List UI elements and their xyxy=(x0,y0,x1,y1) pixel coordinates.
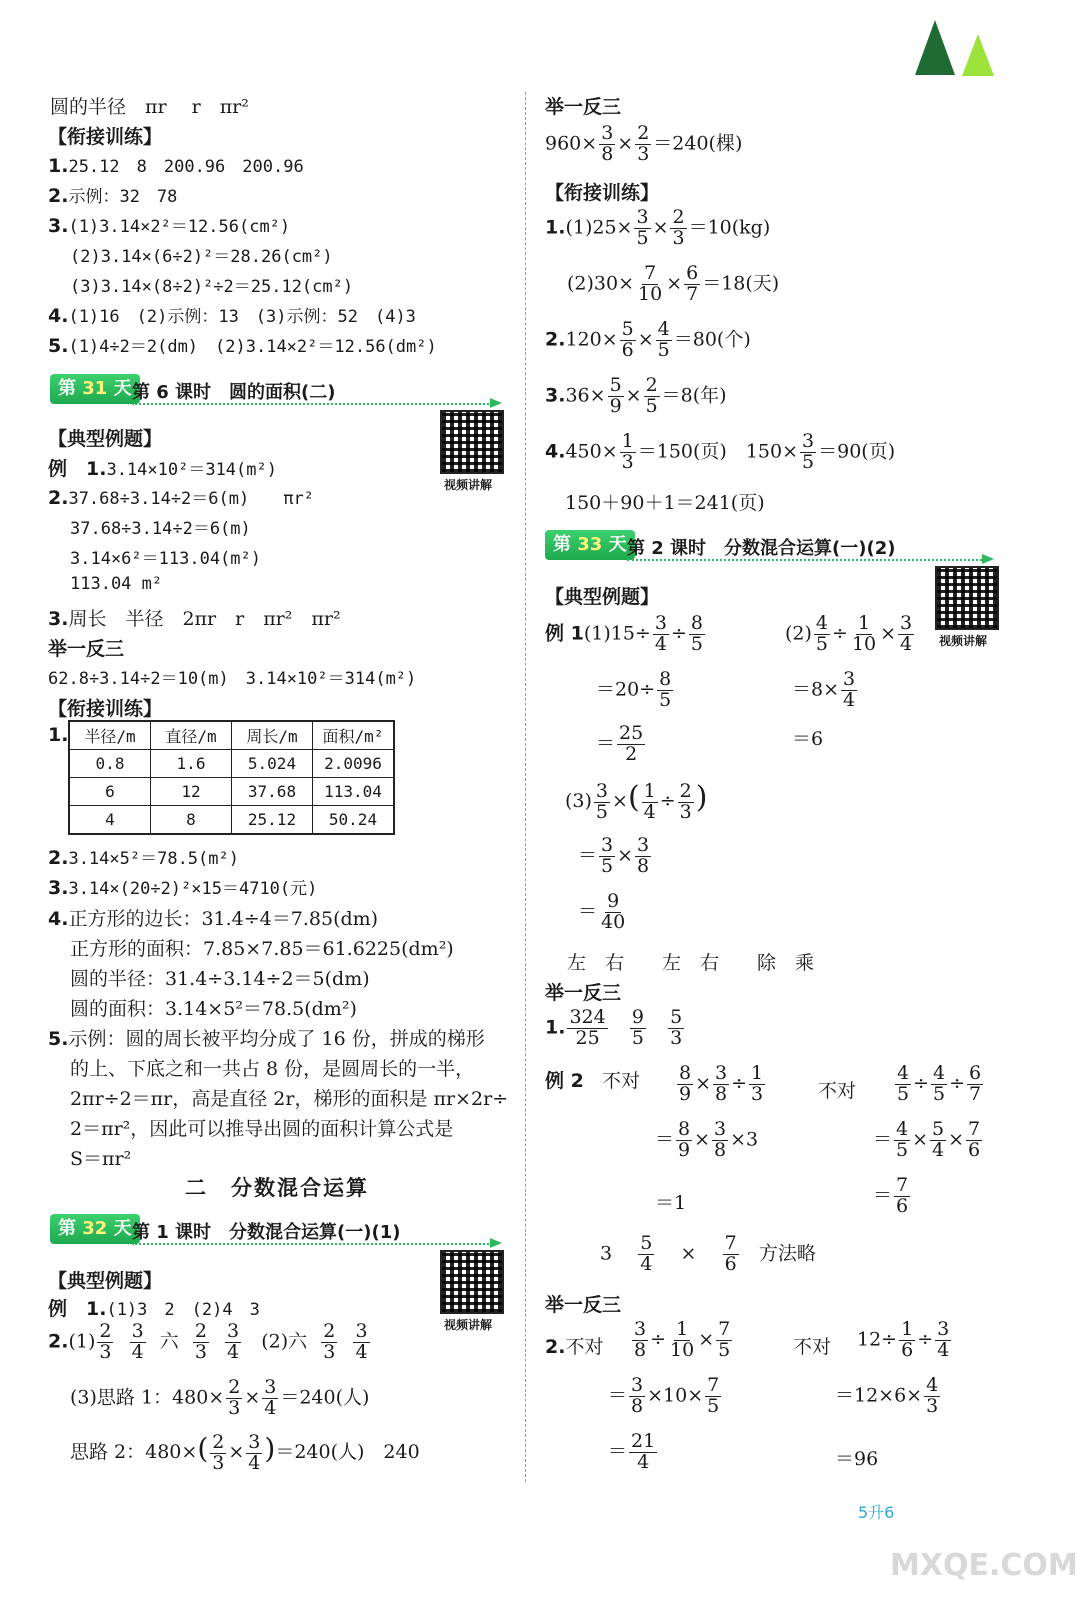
practice-4-d: 圆的面积：3.14×5²＝78.5(dm²) xyxy=(70,998,357,1020)
table-cell: 4 xyxy=(69,806,151,835)
extend-r-2-line: 1. $\frac{324}{25}$ $\frac{9}{5}$ $\frac{5}{3}$ xyxy=(545,1006,683,1049)
extend-r-line: 960× $\frac{3}{8}$ × $\frac{2}{3}$ ＝240(棵) xyxy=(545,122,743,165)
example-2-c: 3.14×6²＝113.04(m²) xyxy=(70,549,261,569)
practice-4-c: 圆的半径：31.4÷3.14÷2＝5(dm) xyxy=(70,968,370,990)
circle-table xyxy=(68,720,395,835)
practice-5-e: S＝πr² xyxy=(70,1148,132,1170)
practice-r-4-b: 150＋90＋1＝241(页) xyxy=(565,492,765,514)
example-r-1-c: ＝ $\frac{25}{2}$ xyxy=(596,722,644,765)
example-2-d: 113.04 m² xyxy=(70,574,163,594)
practice-5-b: 的上、下底之和一共占 8 份，是圆周长的一半， xyxy=(70,1058,475,1080)
example-2: 2.37.68÷3.14÷2＝6(m) πr² xyxy=(48,487,314,509)
practice-5-d: 2＝πr²，因此可以推导出圆的面积计算公式是 xyxy=(70,1118,454,1140)
practice-5: 5.示例：圆的周长被平均分成了 16 份，拼成的梯形 xyxy=(48,1028,485,1050)
example-r-1-3-c: ＝ $\frac{9}{40}$ xyxy=(578,890,626,933)
example-r-2-summary: 3 $\frac{5}{4}$ × $\frac{7}{6}$ 方法略 xyxy=(600,1232,816,1275)
table-row xyxy=(69,806,394,835)
table-header-cell: 面积/m² xyxy=(313,721,395,750)
answer-3-3: (3)3.14×(8÷2)²÷2＝25.12(cm²) xyxy=(70,277,354,297)
qr-code-icon[interactable] xyxy=(935,566,999,630)
practice-5-c: 2πr÷2＝πr，高是直径 2r，梯形的面积是 πr×2r÷ xyxy=(70,1088,509,1110)
tree-dark-icon xyxy=(915,20,955,75)
day-32-lesson-title: 第 1 课时 分数混合运算(一)(1) xyxy=(132,1222,401,1243)
example-32-3: (3)思路 1：480× $\frac{2}{3}$ × $\frac{3}{4}$ ＝240(人) xyxy=(70,1376,370,1419)
example-r-2-b: ＝ $\frac{8}{9}$ × $\frac{3}{8}$ ×3 xyxy=(655,1118,759,1161)
heading-examples: 【典型例题】 xyxy=(48,428,163,450)
table-row xyxy=(69,778,394,806)
example-32-2: 2.(1) $\frac{2}{3}$ $\frac{3}{4}$ 六 $\frac{2}{3}$ $\frac{3}{4}$ (2)六 $\frac{2}{3}$ $\frac{3}{4}$ xyxy=(48,1320,368,1363)
heading-extend-r-2: 举一反三 xyxy=(545,982,622,1004)
table-row xyxy=(69,750,394,778)
qr-code-icon[interactable] xyxy=(440,410,504,474)
heading-extend-r-3: 举一反三 xyxy=(545,1294,622,1316)
example-1: 例 1.3.14×10²＝314(m²) xyxy=(48,458,277,480)
heading-practice-2: 【衔接训练】 xyxy=(48,698,163,720)
table-cell: 12 xyxy=(151,778,232,806)
table-cell: 5.024 xyxy=(232,750,313,778)
example-r-2-f: ＝ $\frac{7}{6}$ xyxy=(873,1174,909,1217)
practice-r-1-2: (2)30× $\frac{7}{10}$ × $\frac{6}{7}$ ＝18(天) xyxy=(567,262,780,305)
heading-examples-r: 【典型例题】 xyxy=(545,586,660,608)
table-cell: 8 xyxy=(151,806,232,835)
qr-code-icon[interactable] xyxy=(440,1250,504,1314)
day-31-underline xyxy=(132,403,492,405)
day-31-arrow-icon xyxy=(490,398,502,408)
answer-3-2: (2)3.14×(6÷2)²＝28.26(cm²) xyxy=(70,247,333,267)
day-32-arrow-icon xyxy=(490,1238,502,1248)
heading-practice-r: 【衔接训练】 xyxy=(545,182,660,204)
day-32-underline xyxy=(132,1243,492,1245)
example-r-1-2-c: ＝6 xyxy=(792,728,824,750)
example-r-2-c: ＝1 xyxy=(655,1192,687,1214)
practice-r-2: 2.120× $\frac{5}{6}$ × $\frac{4}{5}$ ＝80(个) xyxy=(545,318,751,361)
answer-5: 5.(1)4÷2＝2(dm) (2)3.14×2²＝12.56(dm²) xyxy=(48,335,437,357)
example-r-1-2: (2) $\frac{4}{5}$ ÷ $\frac{1}{10}$ × $\frac{3}{4}$ xyxy=(785,612,913,655)
day-33-underline xyxy=(627,559,982,561)
tree-light-icon xyxy=(962,34,994,76)
extend-r-3-not: 不对 xyxy=(793,1336,832,1358)
day-31-badge: 第 31 天 xyxy=(50,374,140,404)
heading-examples-2: 【典型例题】 xyxy=(48,1270,163,1292)
answer-3: 3.(1)3.14×2²＝12.56(cm²) xyxy=(48,215,291,237)
extend-r-3-label: 2.不对 xyxy=(545,1336,604,1358)
practice-r-4: 4.450× $\frac{1}{3}$ ＝150(页) 150× $\frac{3}{5}$ ＝90(页) xyxy=(545,430,896,473)
watermark: MXQE.COM xyxy=(890,1548,1078,1583)
practice-r-1: 1.(1)25× $\frac{3}{5}$ × $\frac{2}{3}$ ＝10(kg) xyxy=(545,206,771,249)
table-cell: 1.6 xyxy=(151,750,232,778)
table-header-cell: 直径/m xyxy=(151,721,232,750)
example-32-4: 思路 2：480×( $\frac{2}{3}$ × $\frac{3}{4}$ )＝240(人) 240 xyxy=(70,1430,420,1474)
page-footer: 5升6 xyxy=(858,1503,895,1522)
table-header-row xyxy=(69,721,394,750)
section-title: 二 分数混合运算 xyxy=(185,1176,369,1200)
answer-2: 2.示例：32 78 xyxy=(48,185,178,207)
practice-2: 2.3.14×5²＝78.5(m²) xyxy=(48,847,239,869)
table-cell: 25.12 xyxy=(232,806,313,835)
heading-extend: 举一反三 xyxy=(48,638,125,660)
practice-r-3: 3.36× $\frac{5}{9}$ × $\frac{2}{5}$ ＝8(年) xyxy=(545,374,727,417)
extend-r-3-a: $\frac{3}{8}$ ÷ $\frac{1}{10}$ × $\frac{7}{5}$ xyxy=(634,1318,731,1361)
answer-4: 4.(1)16 (2)示例：13 (3)示例：52 (4)3 xyxy=(48,305,416,327)
answer-1: 1.25.12 8 200.96 200.96 xyxy=(48,155,304,177)
extend-r-3-b: ＝ $\frac{3}{8}$ ×10× $\frac{7}{5}$ xyxy=(608,1374,720,1417)
day-33-arrow-icon xyxy=(982,554,994,564)
table-header-cell: 周长/m xyxy=(232,721,313,750)
example-r-2: 例 2 不对 xyxy=(545,1070,640,1092)
extend-r-3-c: ＝ $\frac{21}{4}$ xyxy=(608,1430,656,1473)
extend-r-3-f: ＝96 xyxy=(835,1448,879,1470)
heading-extend-r: 举一反三 xyxy=(545,96,622,118)
table-cell: 6 xyxy=(69,778,151,806)
practice-4-b: 正方形的面积：7.85×7.85＝61.6225(dm²) xyxy=(70,938,454,960)
example-r-1-3: (3) $\frac{3}{5}$ ×( $\frac{1}{4}$ ÷ $\frac{2}{3}$ ) xyxy=(565,779,708,823)
example-32-1: 例 1.(1)3 2 (2)4 3 xyxy=(48,1298,260,1320)
practice-4: 4.正方形的边长：31.4÷4＝7.85(dm) xyxy=(48,908,379,930)
qr-caption: 视频讲解 xyxy=(939,634,988,648)
day-33-lesson-title: 第 2 课时 分数混合运算(一)(2) xyxy=(627,538,896,559)
day-32-badge: 第 32 天 xyxy=(50,1214,140,1244)
example-r-1-b: ＝20÷ $\frac{8}{5}$ xyxy=(596,668,672,711)
example-r-2-e: ＝ $\frac{4}{5}$ × $\frac{5}{4}$ × $\frac{7}{6}$ xyxy=(873,1118,981,1161)
extend-r-3-d: 12÷ $\frac{1}{6}$ ÷ $\frac{3}{4}$ xyxy=(857,1318,950,1361)
heading-practice: 【衔接训练】 xyxy=(48,126,163,148)
example-r-1-2-b: ＝8× $\frac{3}{4}$ xyxy=(792,668,856,711)
practice-3: 3.3.14×(20÷2)²×15＝4710(元) xyxy=(48,877,318,899)
fill-words: 左 右 左 右 除 乘 xyxy=(567,952,815,974)
day-33-badge: 第 33 天 xyxy=(545,530,635,560)
table-cell: 37.68 xyxy=(232,778,313,806)
example-r-2-not: 不对 xyxy=(818,1080,857,1102)
example-r-1: 例 1(1)15÷ $\frac{3}{4}$ ÷ $\frac{8}{5}$ xyxy=(545,612,703,655)
extend-r-3-e: ＝12×6× $\frac{4}{3}$ xyxy=(835,1374,939,1417)
qr-caption: 视频讲解 xyxy=(444,478,493,492)
table-cell: 113.04 xyxy=(313,778,395,806)
table-header-cell: 半径/m xyxy=(69,721,151,750)
qr-caption: 视频讲解 xyxy=(444,1318,493,1332)
table-cell: 2.0096 xyxy=(313,750,395,778)
example-r-2-d: $\frac{4}{5}$ ÷ $\frac{4}{5}$ ÷ $\frac{6}{7}$ xyxy=(897,1062,982,1105)
table-cell: 50.24 xyxy=(313,806,395,835)
example-r-1-3-b: ＝ $\frac{3}{5}$ × $\frac{3}{8}$ xyxy=(578,834,650,877)
table-question-number: 1. xyxy=(48,724,69,746)
extend-line: 62.8÷3.14÷2＝10(m) 3.14×10²＝314(m²) xyxy=(48,669,417,689)
example-3: 3.周长 半径 2πr r πr² πr² xyxy=(48,608,341,630)
radius-line: 圆的半径 πr r πr² xyxy=(50,96,249,118)
table-cell: 0.8 xyxy=(69,750,151,778)
example-2-b: 37.68÷3.14÷2＝6(m) xyxy=(70,519,251,539)
example-r-2-a: $\frac{8}{9}$ × $\frac{3}{8}$ ÷ $\frac{1}{3}$ xyxy=(679,1062,764,1105)
day-31-lesson-title: 第 6 课时 圆的面积(二) xyxy=(132,382,336,403)
column-divider xyxy=(525,92,526,1482)
